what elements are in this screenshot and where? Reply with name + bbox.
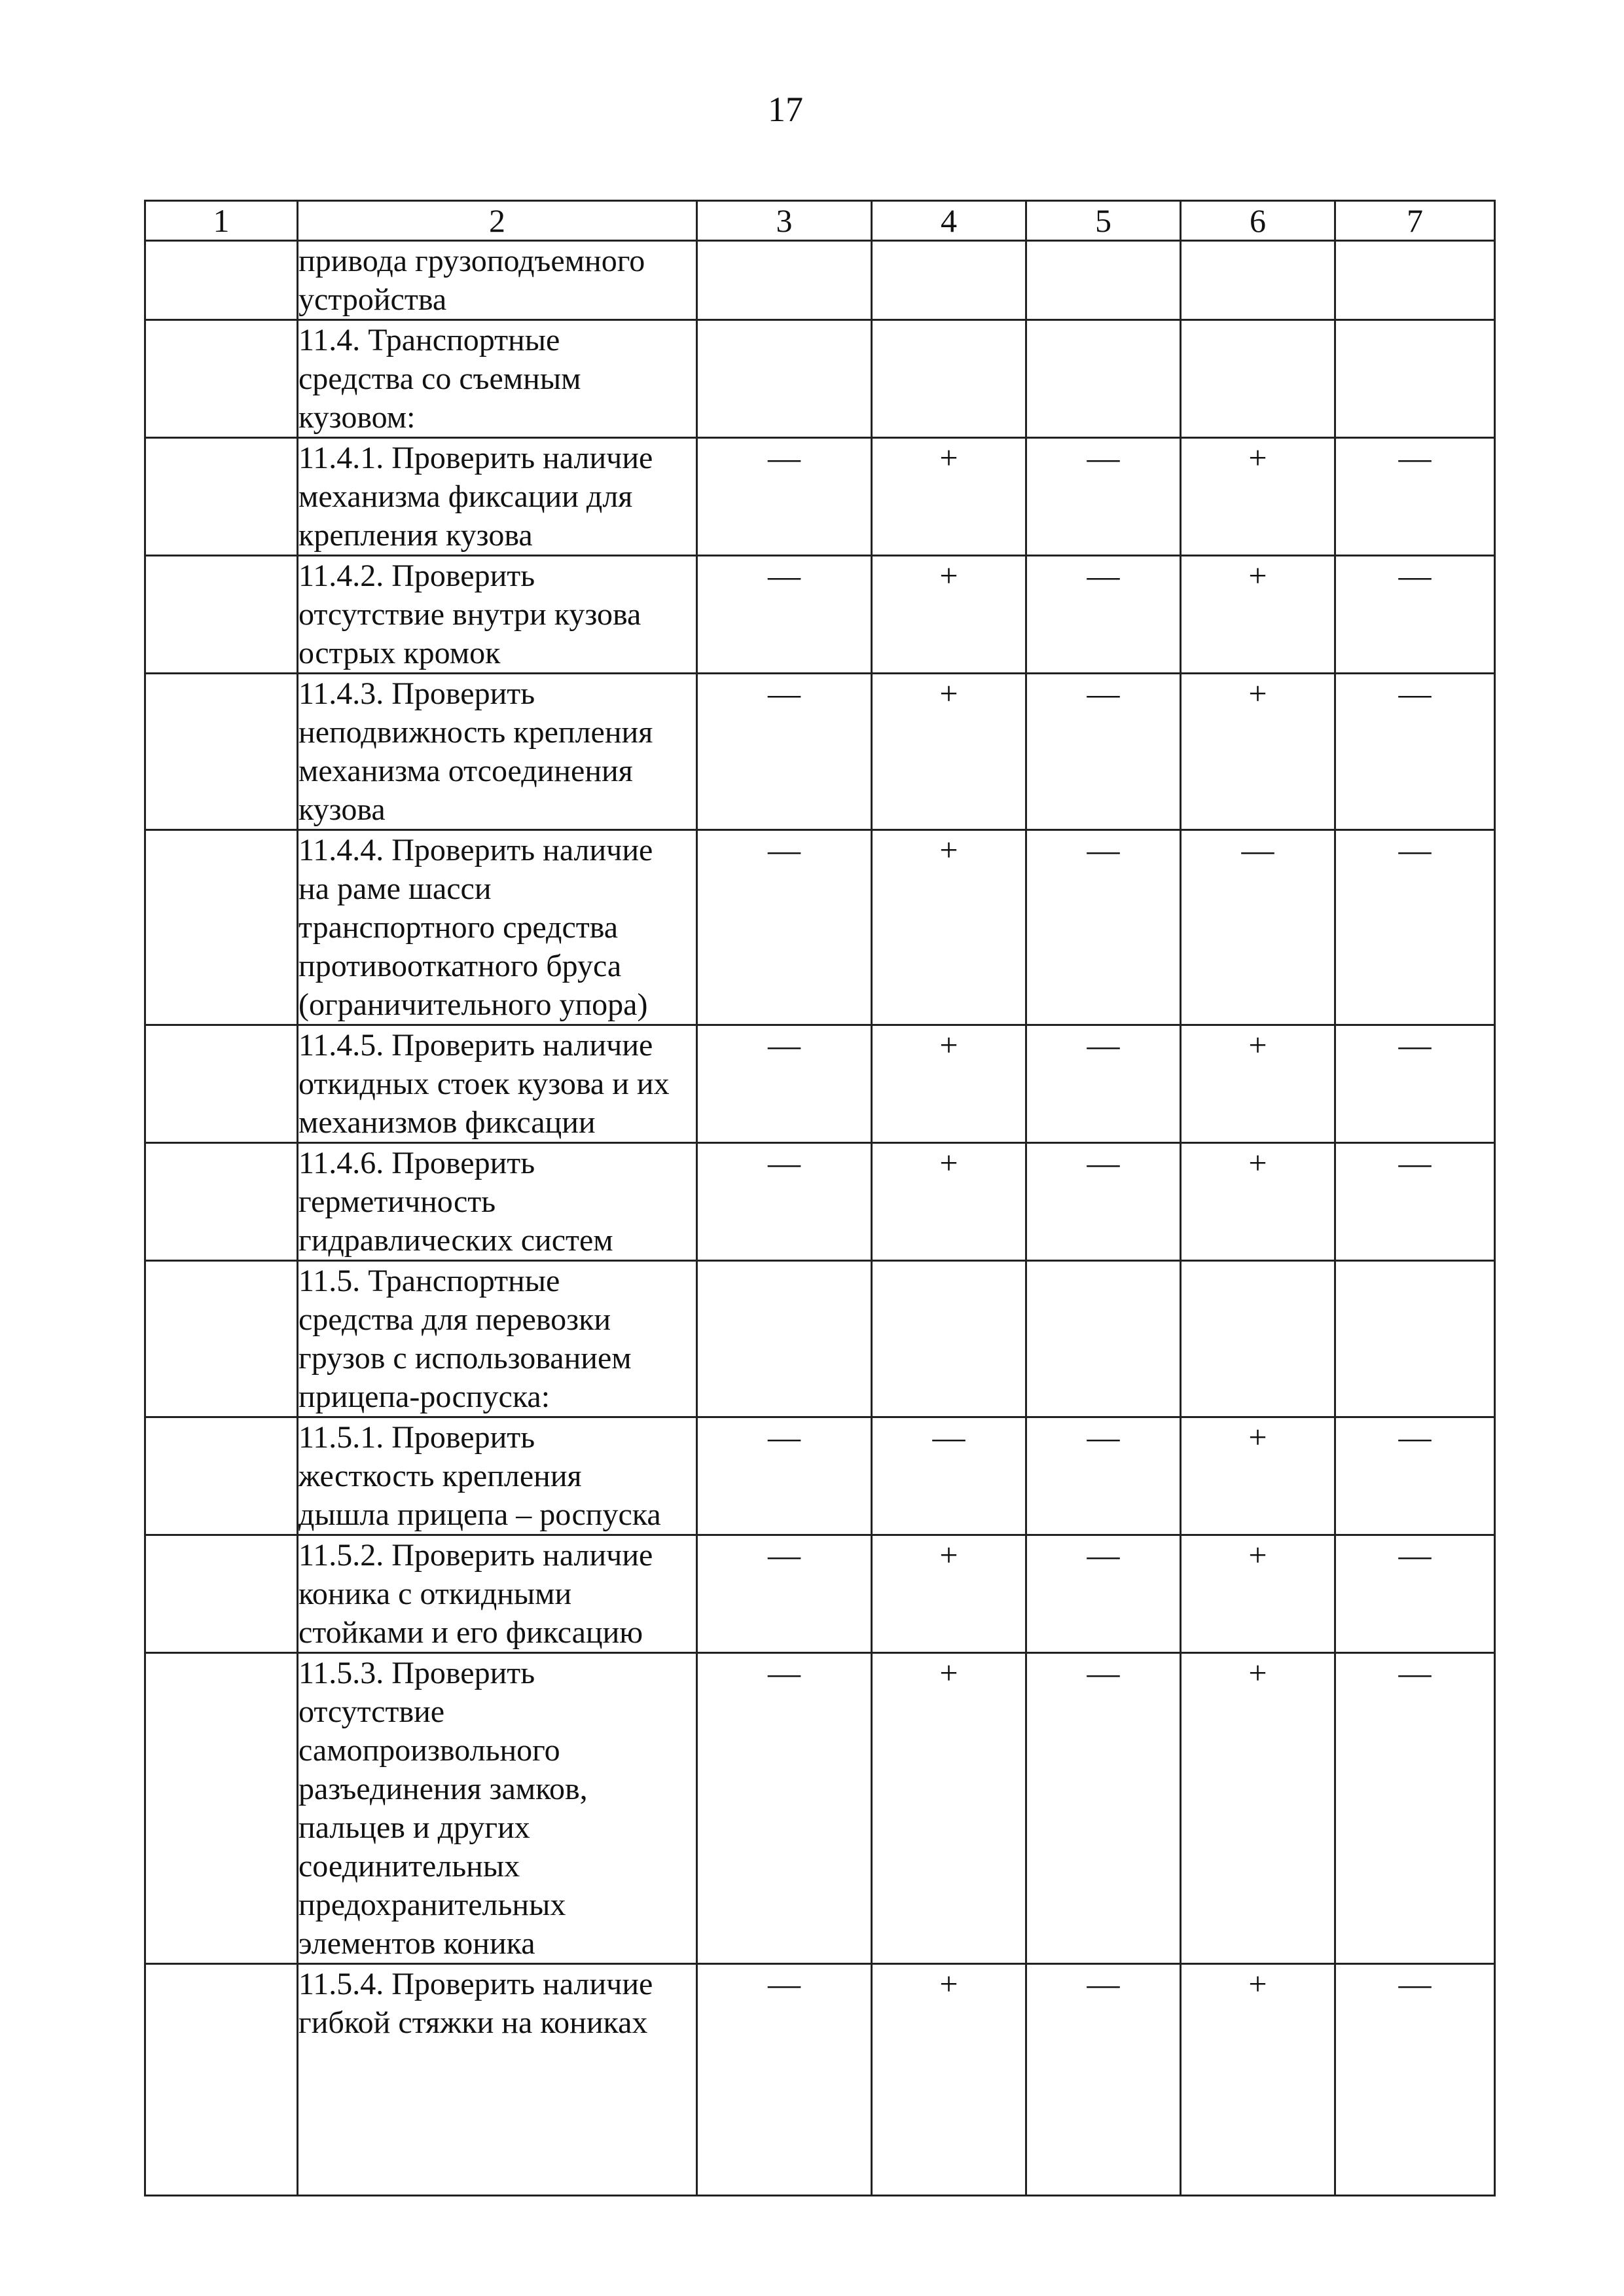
table-row (145, 674, 1495, 830)
table-row (145, 830, 1495, 1025)
mark-col-3: — (697, 674, 872, 830)
row-number-cell (145, 830, 298, 1025)
header-col-2: 2 (298, 201, 697, 241)
mark-col-4: + (872, 674, 1026, 830)
mark-col-3: — (697, 1964, 872, 2196)
mark-col-7: — (1335, 1417, 1495, 1535)
mark-col-7: — (1335, 438, 1495, 556)
row-number-cell (145, 320, 298, 438)
mark-col-3: — (697, 1653, 872, 1964)
mark-col-4: + (872, 830, 1026, 1025)
table-row (145, 1261, 1495, 1417)
row-description: 11.5.3. Проверить отсутствие самопроизвольного разъединения замков, пальцев и других соединительных предохранительных элементов коника (298, 1653, 697, 1964)
row-description: 11.4.3. Проверить неподвижность крепления механизма отсоединения кузова (298, 674, 697, 830)
mark-col-4: + (872, 1143, 1026, 1261)
mark-col-7: — (1335, 1653, 1495, 1964)
mark-col-5: — (1026, 1964, 1181, 2196)
mark-col-6: + (1181, 1535, 1335, 1653)
header-col-1: 1 (145, 201, 298, 241)
header-col-3: 3 (697, 201, 872, 241)
mark-col-6: + (1181, 1025, 1335, 1143)
row-description: 11.4.2. Проверить отсутствие внутри кузова острых кромок (298, 556, 697, 674)
mark-col-6: + (1181, 1417, 1335, 1535)
mark-col-5: — (1026, 674, 1181, 830)
mark-col-5 (1026, 320, 1181, 438)
mark-col-4: + (872, 1653, 1026, 1964)
header-col-6: 6 (1181, 201, 1335, 241)
mark-col-4 (872, 241, 1026, 320)
mark-col-3: — (697, 830, 872, 1025)
header-col-7: 7 (1335, 201, 1495, 241)
table-row (145, 1025, 1495, 1143)
mark-col-7: — (1335, 1535, 1495, 1653)
mark-col-5: — (1026, 1417, 1181, 1535)
header-row (145, 201, 1495, 241)
row-description: 11.5.4. Проверить наличие гибкой стяжки на кониках (298, 1964, 697, 2196)
mark-col-5 (1026, 1261, 1181, 1417)
row-number-cell (145, 438, 298, 556)
mark-col-4: + (872, 1025, 1026, 1143)
row-number-cell (145, 1964, 298, 2196)
mark-col-5: — (1026, 1653, 1181, 1964)
row-description: 11.4.5. Проверить наличие откидных стоек кузова и их механизмов фиксации (298, 1025, 697, 1143)
mark-col-3: — (697, 438, 872, 556)
mark-col-7 (1335, 241, 1495, 320)
table-row (145, 241, 1495, 320)
row-number-cell (145, 1653, 298, 1964)
mark-col-3: — (697, 1417, 872, 1535)
row-description: 11.5.2. Проверить наличие коника с откидными стойками и его фиксацию (298, 1535, 697, 1653)
table-row (145, 1653, 1495, 1964)
mark-col-3: — (697, 1535, 872, 1653)
mark-col-3 (697, 241, 872, 320)
row-description: 11.5. Транспортные средства для перевозки грузов с использованием прицепа-роспуска: (298, 1261, 697, 1417)
row-description: 11.5.1. Проверить жесткость крепления дышла прицепа – роспуска (298, 1417, 697, 1535)
mark-col-5: — (1026, 438, 1181, 556)
mark-col-4: + (872, 1964, 1026, 2196)
row-description: 11.4. Транспортные средства со съемным кузовом: (298, 320, 697, 438)
row-description: 11.4.4. Проверить наличие на раме шасси транспортного средства противооткатного бруса (ограничительного упора) (298, 830, 697, 1025)
mark-col-6: + (1181, 556, 1335, 674)
row-description: привода грузоподъемного устройства (298, 241, 697, 320)
mark-col-3 (697, 320, 872, 438)
row-number-cell (145, 241, 298, 320)
mark-col-4: + (872, 438, 1026, 556)
mark-col-7: — (1335, 556, 1495, 674)
mark-col-4: — (872, 1417, 1026, 1535)
page-number: 17 (768, 90, 803, 129)
table-row (145, 438, 1495, 556)
mark-col-3 (697, 1261, 872, 1417)
mark-col-6: + (1181, 1653, 1335, 1964)
mark-col-6: — (1181, 830, 1335, 1025)
row-number-cell (145, 556, 298, 674)
row-number-cell (145, 1535, 298, 1653)
mark-col-5 (1026, 241, 1181, 320)
mark-col-6: + (1181, 1143, 1335, 1261)
mark-col-4: + (872, 556, 1026, 674)
mark-col-4 (872, 1261, 1026, 1417)
mark-col-7: — (1335, 1964, 1495, 2196)
mark-col-6 (1181, 241, 1335, 320)
mark-col-5: — (1026, 1143, 1181, 1261)
mark-col-7 (1335, 1261, 1495, 1417)
mark-col-3: — (697, 556, 872, 674)
mark-col-7: — (1335, 674, 1495, 830)
table-row (145, 556, 1495, 674)
mark-col-7: — (1335, 1025, 1495, 1143)
header-col-5: 5 (1026, 201, 1181, 241)
row-description: 11.4.1. Проверить наличие механизма фиксации для крепления кузова (298, 438, 697, 556)
mark-col-3: — (697, 1025, 872, 1143)
mark-col-7: — (1335, 830, 1495, 1025)
mark-col-6: + (1181, 1964, 1335, 2196)
mark-col-4: + (872, 1535, 1026, 1653)
row-number-cell (145, 1143, 298, 1261)
requirements-table (144, 200, 1496, 2196)
mark-col-5: — (1026, 556, 1181, 674)
table-row (145, 320, 1495, 438)
row-number-cell (145, 674, 298, 830)
mark-col-5: — (1026, 830, 1181, 1025)
table-row (145, 1143, 1495, 1261)
row-description: 11.4.6. Проверить герметичность гидравлических систем (298, 1143, 697, 1261)
mark-col-5: — (1026, 1535, 1181, 1653)
row-number-cell (145, 1025, 298, 1143)
mark-col-6 (1181, 1261, 1335, 1417)
mark-col-6: + (1181, 674, 1335, 830)
row-number-cell (145, 1261, 298, 1417)
mark-col-7: — (1335, 1143, 1495, 1261)
table-row (145, 1417, 1495, 1535)
mark-col-7 (1335, 320, 1495, 438)
mark-col-6: + (1181, 438, 1335, 556)
table-row (145, 1535, 1495, 1653)
header-col-4: 4 (872, 201, 1026, 241)
table-row (145, 1964, 1495, 2196)
mark-col-5: — (1026, 1025, 1181, 1143)
mark-col-6 (1181, 320, 1335, 438)
row-number-cell (145, 1417, 298, 1535)
mark-col-3: — (697, 1143, 872, 1261)
mark-col-4 (872, 320, 1026, 438)
